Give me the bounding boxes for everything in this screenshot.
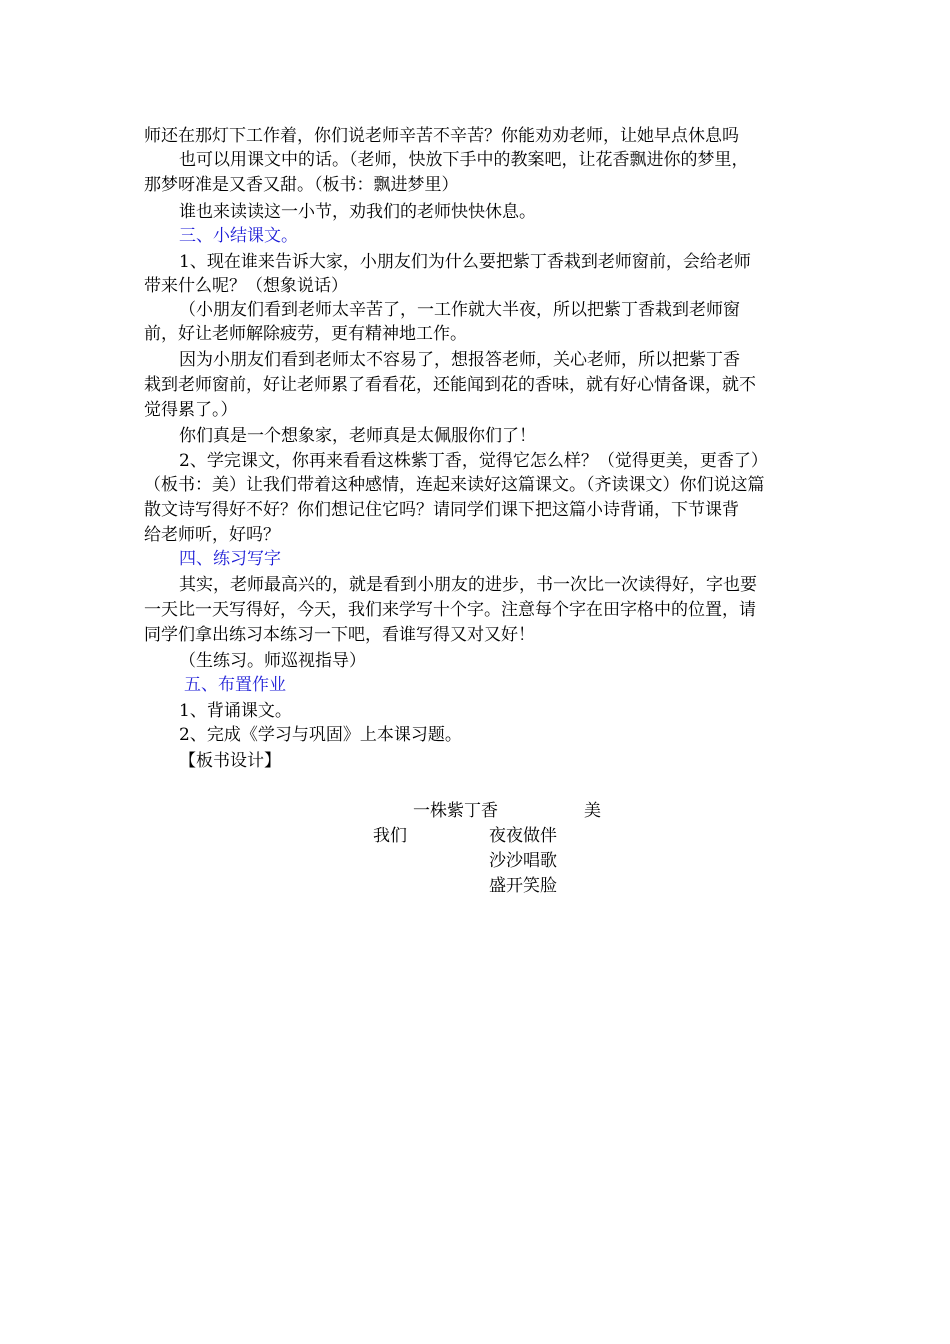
body-line: 前，好让老师解除疲劳，更有精神地工作。 [144,324,467,344]
body-line: 师还在那灯下工作着，你们说老师辛苦不辛苦？你能劝劝老师，让她早点休息吗 [144,126,739,146]
body-line: 那梦呀准是又香又甜。（板书：飘进梦里） [144,175,459,195]
body-line: 觉得累了。） [144,400,238,420]
body-line: 一天比一天写得好，今天，我们来学写十个字。注意每个字在田字格中的位置，请 [144,600,756,620]
section-heading-homework: 五、布置作业 [184,675,286,695]
board-beauty: 美 [584,801,601,821]
body-line: 因为小朋友们看到老师太不容易了，想报答老师，关心老师，所以把紫丁香 [179,350,740,370]
body-line: 散文诗写得好不好？你们想记住它吗？请同学们课下把这篇小诗背诵，下节课背 [144,500,739,520]
body-line: 也可以用课文中的话。（老师，快放下手中的教案吧，让花香飘进你的梦里， [179,150,749,170]
body-line: （板书：美）让我们带着这种感情，连起来读好这篇课文。（齐读课文）你们说这篇 [144,475,765,495]
body-line: 带来什么呢？（想象说话） [144,276,348,296]
board-item: 沙沙唱歌 [489,851,557,871]
board-item: 夜夜做伴 [489,826,557,846]
board-item: 盛开笑脸 [489,876,557,896]
body-line: 其实，老师最高兴的，就是看到小朋友的进步，书一次比一次读得好，字也要 [179,575,757,595]
body-line: 同学们拿出练习本练习一下吧，看谁写得又对又好！ [144,625,535,645]
body-line: 你们真是一个想象家，老师真是太佩服你们了！ [179,426,536,446]
body-line: 2、学完课文，你再来看看这株紫丁香，觉得它怎么样？（觉得更美，更香了） [179,451,768,471]
body-line: 栽到老师窗前，好让老师累了看看花，还能闻到花的香味，就有好心情备课，就不 [144,375,756,395]
body-line: 给老师听，好吗？ [144,525,280,545]
body-line: 1、背诵课文。 [179,701,292,721]
body-line: 谁也来读读这一小节，劝我们的老师快快休息。 [179,202,536,222]
board-title: 一株紫丁香 [413,801,498,821]
body-line: （生练习。师巡视指导） [179,651,366,671]
board-design-label: 【板书设计】 [179,751,281,771]
section-heading-summary: 三、小结课文。 [179,226,298,246]
body-line: 1、现在谁来告诉大家，小朋友们为什么要把紫丁香栽到老师窗前，会给老师 [179,252,751,272]
body-line: （小朋友们看到老师太辛苦了，一工作就大半夜，所以把紫丁香栽到老师窗 [179,300,740,320]
section-heading-writing: 四、练习写字 [179,549,281,569]
body-line: 2、完成《学习与巩固》上本课习题。 [179,725,462,745]
board-we: 我们 [373,826,407,846]
